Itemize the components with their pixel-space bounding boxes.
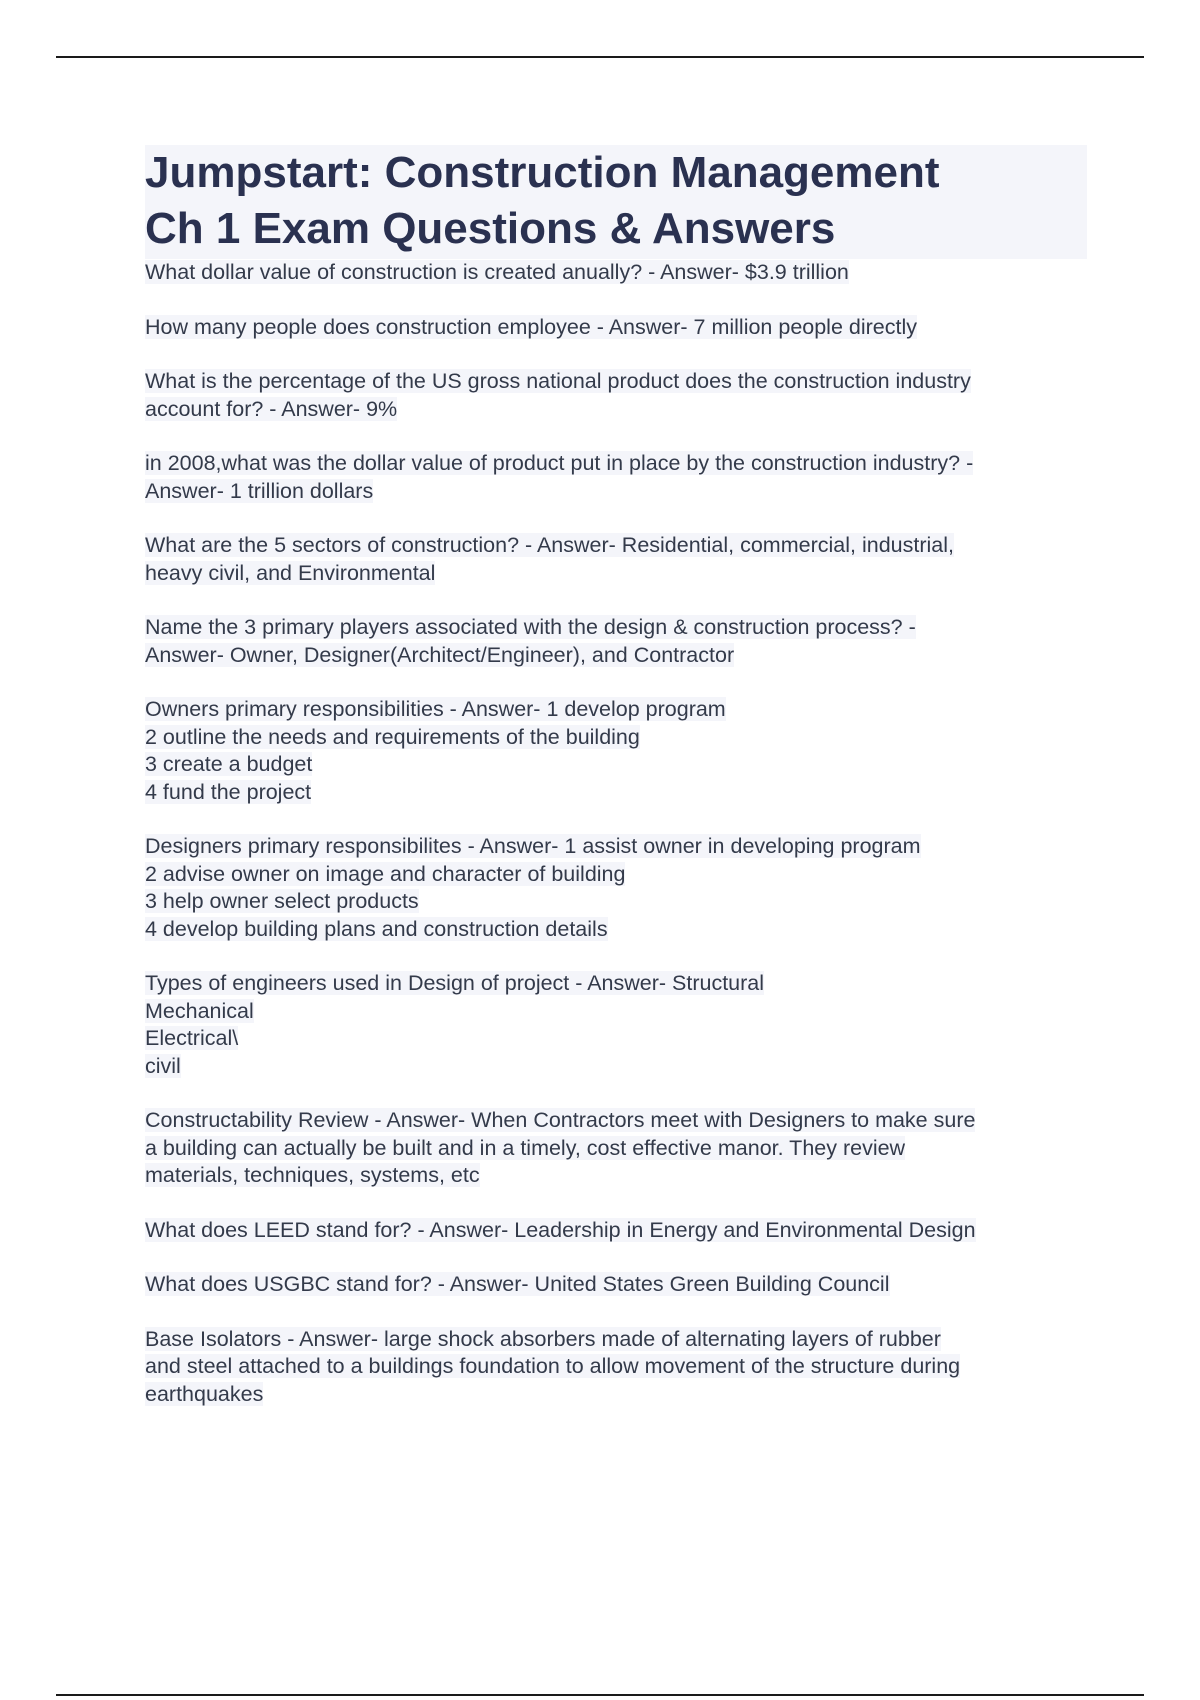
qa-item bbox=[145, 259, 1087, 287]
qa-line: 3 help owner select products bbox=[145, 889, 419, 913]
bottom-rule bbox=[56, 1694, 1144, 1696]
qa-line: materials, techniques, systems, etc bbox=[145, 1163, 480, 1187]
qa-line: Answer- Owner, Designer(Architect/Engineer), and Contractor bbox=[145, 642, 735, 667]
qa-item bbox=[145, 614, 1087, 669]
qa-item bbox=[145, 1217, 1087, 1245]
qa-line: How many people does construction employee - Answer- 7 million people directly bbox=[145, 314, 917, 339]
qa-line: What are the 5 sectors of construction? - Answer- Residential, commercial, industrial, bbox=[145, 533, 954, 557]
qa-list bbox=[145, 259, 1087, 1408]
title-line-1: Jumpstart: Construction Management bbox=[145, 148, 940, 197]
qa-line: Owners primary responsibilities - Answer- 1 develop program bbox=[145, 697, 726, 721]
qa-line: Types of engineers used in Design of project - Answer- Structural bbox=[145, 971, 765, 995]
qa-item bbox=[145, 833, 1087, 943]
qa-line: Answer- 1 trillion dollars bbox=[145, 478, 374, 503]
qa-item bbox=[145, 1107, 1087, 1190]
qa-line: Name the 3 primary players associated with the design & construction process? - bbox=[145, 615, 916, 639]
qa-line: 4 fund the project bbox=[145, 779, 312, 804]
qa-line: Constructability Review - Answer- When Contractors meet with Designers to make sure bbox=[145, 1108, 976, 1132]
qa-line: 3 create a budget bbox=[145, 752, 313, 776]
qa-line: Base Isolators - Answer- large shock absorbers made of alternating layers of rubber bbox=[145, 1326, 941, 1351]
qa-line: What dollar value of construction is created anually? - Answer- $3.9 trillion bbox=[145, 260, 849, 284]
qa-line: Mechanical bbox=[145, 998, 254, 1023]
qa-line: heavy civil, and Environmental bbox=[145, 560, 436, 585]
qa-line: and steel attached to a buildings foundation to allow movement of the structure during bbox=[145, 1354, 961, 1378]
qa-item bbox=[145, 696, 1087, 806]
qa-line: 2 advise owner on image and character of building bbox=[145, 861, 626, 886]
qa-line: 2 outline the needs and requirements of the building bbox=[145, 724, 640, 749]
top-rule bbox=[56, 56, 1144, 58]
document-body bbox=[145, 145, 1087, 1435]
page-title bbox=[145, 145, 1087, 259]
qa-item bbox=[145, 314, 1087, 342]
qa-line: Electrical\ bbox=[145, 1026, 239, 1050]
qa-line: What is the percentage of the US gross national product does the construction industry bbox=[145, 369, 971, 393]
qa-line: What does USGBC stand for? - Answer- United States Green Building Council bbox=[145, 1272, 890, 1296]
qa-line: What does LEED stand for? - Answer- Leadership in Energy and Environmental Design bbox=[145, 1217, 976, 1242]
qa-line: a building can actually be built and in a timely, cost effective manor. They review bbox=[145, 1135, 906, 1160]
qa-item bbox=[145, 970, 1087, 1080]
qa-line: account for? - Answer- 9% bbox=[145, 396, 398, 421]
qa-item bbox=[145, 450, 1087, 505]
qa-line: 4 develop building plans and construction details bbox=[145, 916, 608, 941]
qa-line: earthquakes bbox=[145, 1381, 264, 1406]
qa-line: in 2008,what was the dollar value of product put in place by the construction industry? - bbox=[145, 451, 974, 475]
qa-item bbox=[145, 532, 1087, 587]
qa-line: Designers primary responsibilites - Answer- 1 assist owner in developing program bbox=[145, 834, 921, 858]
qa-item bbox=[145, 368, 1087, 423]
qa-item bbox=[145, 1326, 1087, 1409]
title-line-2: Ch 1 Exam Questions & Answers bbox=[145, 204, 836, 253]
qa-line: civil bbox=[145, 1053, 181, 1078]
qa-item bbox=[145, 1271, 1087, 1299]
